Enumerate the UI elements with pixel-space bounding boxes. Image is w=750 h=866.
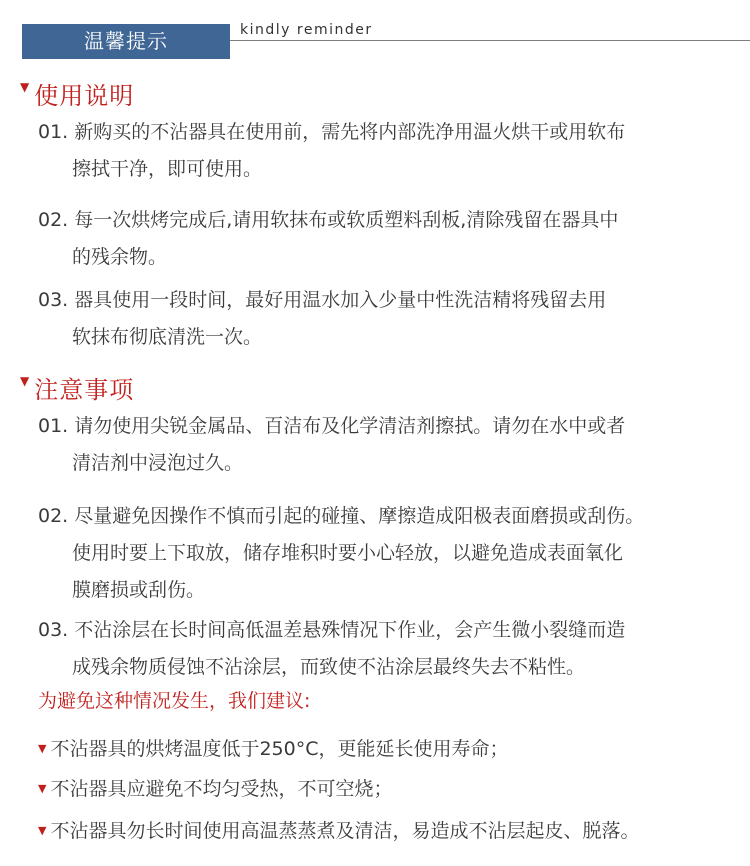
usage-title-text: 使用说明: [34, 82, 135, 110]
triangle-bullet-icon: ▼: [38, 742, 47, 755]
notes-item-1-line2: 清洁剂中浸泡过久。: [72, 452, 244, 474]
banner-title: 温馨提示: [22, 24, 230, 59]
notes-item-1-line1: 01. 请勿使用尖锐金属品、百洁布及化学清洁剂擦拭。请勿在水中或者: [38, 415, 626, 437]
advice-bullet-3-text: 不沾器具勿长时间使用高温蒸蒸煮及清洁，易造成不沾层起皮、脱落。: [50, 820, 640, 842]
triangle-bullet-icon: ▼: [38, 782, 47, 795]
triangle-bullet-icon: ▼: [20, 374, 31, 388]
advice-bullet-1: [38, 734, 509, 761]
notes-item-1: [38, 408, 738, 482]
banner-subtitle: kindly reminder: [240, 22, 373, 38]
advice-bullet-2-text: 不沾器具应避免不均匀受热，不可空烧；: [50, 778, 393, 800]
advice-bullet-2: [38, 774, 392, 801]
notes-item-2-line3: 膜磨损或刮伤。: [72, 579, 206, 601]
notes-item-3: [38, 612, 738, 686]
advice-bullet-1-text: 不沾器具的烘烤温度低于250°C，更能延长使用寿命；: [50, 738, 509, 760]
usage-item-1-line2: 擦拭干净，即可使用。: [72, 158, 263, 180]
usage-item-2: [38, 202, 738, 276]
notes-item-2-line1: 02. 尽量避免因操作不慎而引起的碰撞、摩擦造成阳极表面磨损或刮伤。: [38, 505, 645, 527]
usage-section-title: [20, 76, 134, 111]
triangle-bullet-icon: ▼: [20, 80, 31, 94]
advice-bullet-3: [38, 816, 639, 843]
notes-item-3-line2: 成残余物质侵蚀不沾涂层，而致使不沾涂层最终失去不粘性。: [72, 656, 586, 678]
usage-item-2-line2: 的残余物。: [72, 246, 168, 268]
triangle-bullet-icon: ▼: [38, 824, 47, 837]
advice-heading: 为避免这种情况发生，我们建议:: [38, 690, 311, 712]
usage-item-3-line1: 03. 器具使用一段时间，最好用温水加入少量中性洗洁精将残留去用: [38, 289, 607, 311]
usage-item-1: [38, 114, 738, 188]
notes-title-text: 注意事项: [34, 376, 135, 404]
notes-item-2: [38, 498, 738, 609]
notes-item-3-line1: 03. 不沾涂层在长时间高低温差悬殊情况下作业，会产生微小裂缝而造: [38, 619, 626, 641]
usage-item-2-line1: 02. 每一次烘烤完成后,请用软抹布或软质塑料刮板,清除残留在器具中: [38, 209, 619, 231]
usage-item-3-line2: 软抹布彻底清洗一次。: [72, 326, 263, 348]
usage-item-1-line1: 01. 新购买的不沾器具在使用前，需先将内部洗净用温火烘干或用软布: [38, 121, 626, 143]
notes-item-2-line2: 使用时要上下取放，储存堆积时要小心轻放，以避免造成表面氧化: [72, 542, 624, 564]
usage-item-3: [38, 282, 738, 356]
notes-section-title: [20, 370, 134, 405]
